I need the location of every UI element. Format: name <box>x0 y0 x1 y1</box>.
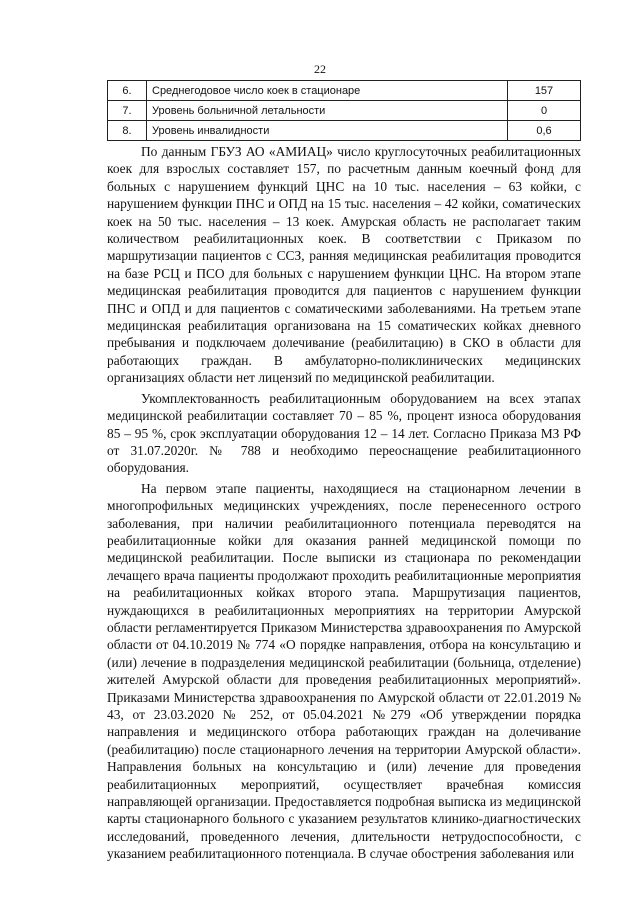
row-value: 157 <box>508 81 581 101</box>
table-row <box>108 121 581 141</box>
table-row <box>108 101 581 121</box>
table-row <box>108 81 581 101</box>
row-number: 7. <box>108 101 147 121</box>
row-label: Среднегодовое число коек в стационаре <box>147 81 508 101</box>
paragraph-beds: По данным ГБУЗ АО «АМИАЦ» число круглосуточных реабилитационных коек для взрослых составляет 157, по расчетным данным коечный фонд для больных с нарушением функций ЦНС на 10 тыс. населения – 63 койки, с нарушением функции ПНС и ОПД на 15 тыс. населения – 42 койки, соматических коек на 50 тыс. населения – 13 коек. Амурская область не располагает таким количеством реабилитационных коек. В соответствии с Приказом по маршрутизации пациентов с ССЗ, ранняя медицинская реабилитация проводится на базе РСЦ и ПСО для больных с нарушением функции ЦНС. На втором этапе медицинская реабилитация проводится для пациентов с нарушением функции ПНС и ОПД и для пациентов с соматическими заболеваниями. На третьем этапе медицинская реабилитация организована на 15 соматических койках дневного пребывания и подключаем долечивание (реабилитацию) в СКО в области для работающих граждан. В амбулаторно-поликлинических медицинских организациях области нет лицензий по медицинской реабилитации. <box>107 144 581 386</box>
document-body <box>107 143 581 863</box>
indicators-table <box>107 80 581 141</box>
paragraph-first-stage: На первом этапе пациенты, находящиеся на стационарном лечении в многопрофильных медицинских учреждениях, после перенесенного острого заболевания, при наличии реабилитационного потенциала переводятся на реабилитационные койки для оказания ранней медицинской помощи по медицинской реабилитации. После выписки из стационара по рекомендации лечащего врача пациенты продолжают проходить реабилитационные мероприятия на реабилитационных койках второго этапа. Маршрутизация пациентов, нуждающихся в реабилитационных мероприятиях на территории Амурской области регламентируется Приказом Министерства здравоохранения по Амурской области от 04.10.2019 № 774 «О порядке направления, отбора на консультацию и (или) лечение в подразделения медицинской реабилитации (больница, отделение) жителей Амурской области для проведения реабилитационных мероприятий». Приказами Министерства здравоохранения по Амурской области от 22.01.2019 № 43, от 23.03.2020 № 252, от 05.04.2021 №279 «Об утверждении порядка направления и медицинского отбора работающих граждан на долечивание (реабилитацию) после стационарного лечения на территории Амурской области». Направления больных на консультацию и (или) лечение для проведения реабилитационных мероприятий, осуществляет врачебная комиссия направляющей организации. Предоставляется подробная выписка из медицинской карты стационарного больного с указанием результатов клинико-диагностических исследований, проведенного лечения, длительности нетрудоспособности, с указанием реабилитационного потенциала. В случае обострения заболевания или <box>107 480 581 862</box>
page-number: 22 <box>314 62 326 76</box>
row-number: 8. <box>108 121 147 141</box>
row-value: 0,6 <box>508 121 581 141</box>
row-number: 6. <box>108 81 147 101</box>
row-value: 0 <box>508 101 581 121</box>
row-label: Уровень больничной летальности <box>147 101 508 121</box>
paragraph-equipment: Укомплектованность реабилитационным оборудованием на всех этапах медицинской реабилитации составляет 70 – 85 %, процент износа оборудования 85 – 95 %, срок эксплуатации оборудования 12 – 14 лет. Согласно Приказа МЗ РФ от 31.07.2020г. № 788 и необходимо переоснащение реабилитационного оборудования. <box>107 390 581 476</box>
row-label: Уровень инвалидности <box>147 121 508 141</box>
